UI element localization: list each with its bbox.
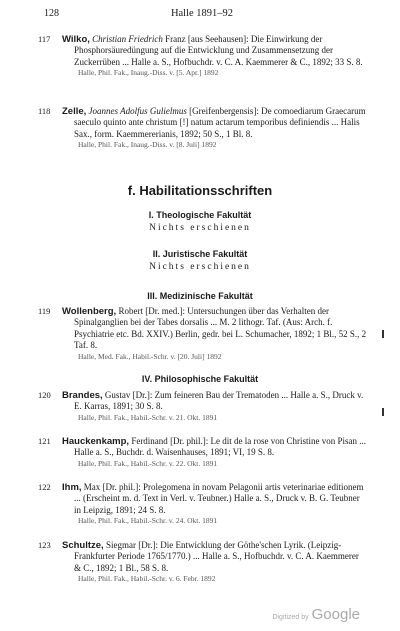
author-surname: Wollenberg, [62, 306, 117, 317]
bibliography-entry [38, 436, 368, 469]
bibliography-entry [38, 306, 368, 362]
entry-text: [Dr. med.]: Untersuchungen über das Verhalten der Spinalganglien bei der Tabes dorsalis ... M. 2 lithogr. Taf. (Aus: Arch. f. Psychiatrie etc. Bd. XXIV.) Berlin, gedr. bei L. Schumacher, 1892; 1 Bl., 52 S., 2 Taf. 8. [74, 306, 367, 351]
entry-body [62, 390, 368, 413]
digitized-watermark [272, 606, 360, 623]
entry-text: [Dr.]: Die Entwicklung der Göthe'schen Lyrik. (Leipzig-Frankfurter Periode 1765/1770.) ... Halle a. S., Hofbuchdr. v. C. A. Kaemmerer & C., 1892; 1 Bl., 58 S. 8. [74, 540, 359, 573]
margin-mark [382, 330, 384, 338]
entry-note: Halle, Phil. Fak., Inaug.-Diss. v. [8. Juli] 1892 [78, 140, 217, 150]
author-given: Christian Friedrich [92, 34, 163, 44]
author-given: Robert [118, 306, 143, 316]
author-surname: Wilko, [62, 34, 90, 45]
faculty-status: Nichts erschienen [149, 223, 251, 233]
entry-note: Halle, Phil. Fak., Habil.-Schr. v. 6. Febr. 1892 [78, 574, 216, 584]
author-given: Gustav [104, 390, 131, 400]
page-number: 128 [44, 8, 59, 19]
entry-number: 123 [38, 540, 51, 550]
entry-body [62, 306, 368, 352]
bibliography-entry [38, 482, 368, 526]
entry-number: 120 [38, 390, 51, 400]
author-given: Joannes Adolfus Gulielmus [88, 106, 187, 116]
entry-number: 118 [38, 106, 51, 116]
section-title: f. Habilitationsschriften [127, 183, 273, 198]
author-surname: Ihm, [62, 482, 82, 493]
author-given: Ferdinand [131, 436, 168, 446]
entry-note: Halle, Phil. Fak., Habil.-Schr. v. 24. Okt. 1891 [78, 516, 218, 526]
bibliography-entry [38, 390, 368, 423]
entry-text: [Dr. phil.]: Prolegomena in novam Pelagonii artis veterinariae editionem ... (Erscheint m. d. Text in Verl. v. Teubner.) Halle a. S., Druck v. B. G. Teubner in Leipzig, 1891; 24 S. 8. [74, 482, 364, 515]
entry-body [62, 436, 368, 459]
bibliography-entry [38, 34, 368, 78]
running-title: Halle 1891–92 [170, 8, 234, 19]
entry-number: 119 [38, 306, 51, 316]
entry-body [62, 540, 368, 574]
page-header [44, 8, 360, 22]
faculty-heading: IV. Philosophische Fakultät [141, 374, 259, 384]
entry-text: [Dr. phil.]: Le dit de la rose von Christine von Pisan ... Halle a. S., Buchdr. d. Waisenhauses, 1891; VI, 19 S. 8. [74, 436, 367, 458]
entry-note: Halle, Phil. Fak., Inaug.-Diss. v. [5. Apr.] 1892 [78, 68, 219, 78]
entry-number: 122 [38, 482, 51, 492]
author-surname: Zelle, [62, 106, 87, 117]
entry-note: Halle, Phil. Fak., Habil.-Schr. v. 22. Okt. 1891 [78, 458, 218, 468]
entry-note: Halle, Med. Fak., Habil.-Schr. v. [20. Juli] 1892 [78, 351, 222, 361]
author-given: Max [83, 482, 101, 492]
entry-number: 117 [38, 34, 51, 44]
author-surname: Hauckenkamp, [62, 436, 130, 447]
entry-text: Franz [aus Seehausen]: Die Einwirkung der Phosphorsäuredüngung auf die Entwicklung und Zusammensetzung der Zuckerrüben ... Halle a. S., Hofbuchdr. v. C. A. Kaemmerer & C., 1892; 33 S. 8. [74, 34, 363, 67]
entry-text: [Dr.]: Zum feineren Bau der Trematoden ... Halle a. S., Druck v. E. Karras, 1891; 30 S. 8. [74, 390, 364, 412]
bibliography-entry [38, 106, 368, 150]
author-surname: Brandes, [62, 390, 103, 401]
google-logo: Google [311, 606, 360, 623]
entry-body [62, 34, 368, 68]
entry-body [62, 482, 368, 516]
watermark-prefix: Digitized by [272, 614, 309, 621]
entry-text: [Greifenbergensis]: De comoediarum Graecarum saeculo quinto ante christum [!] natum actarum temporibus definiendis ... Halis Sax., form. Kaemmererianis, 1892; 50 S., 1 Bl. 8. [74, 106, 366, 139]
entry-body [62, 106, 368, 140]
margin-mark [382, 408, 384, 416]
author-given: Siegmar [105, 540, 136, 550]
author-surname: Schultze, [62, 540, 104, 551]
faculty-status: Nichts erschienen [149, 262, 251, 272]
entry-number: 121 [38, 436, 51, 446]
faculty-heading: III. Medizinische Fakultät [147, 291, 253, 301]
bibliography-entry [38, 540, 368, 584]
faculty-heading: II. Juristische Fakultät [152, 249, 248, 259]
faculty-heading: I. Theologische Fakultät [148, 210, 252, 220]
entry-note: Halle, Phil. Fak., Habil.-Schr. v. 21. Okt. 1891 [78, 412, 218, 422]
